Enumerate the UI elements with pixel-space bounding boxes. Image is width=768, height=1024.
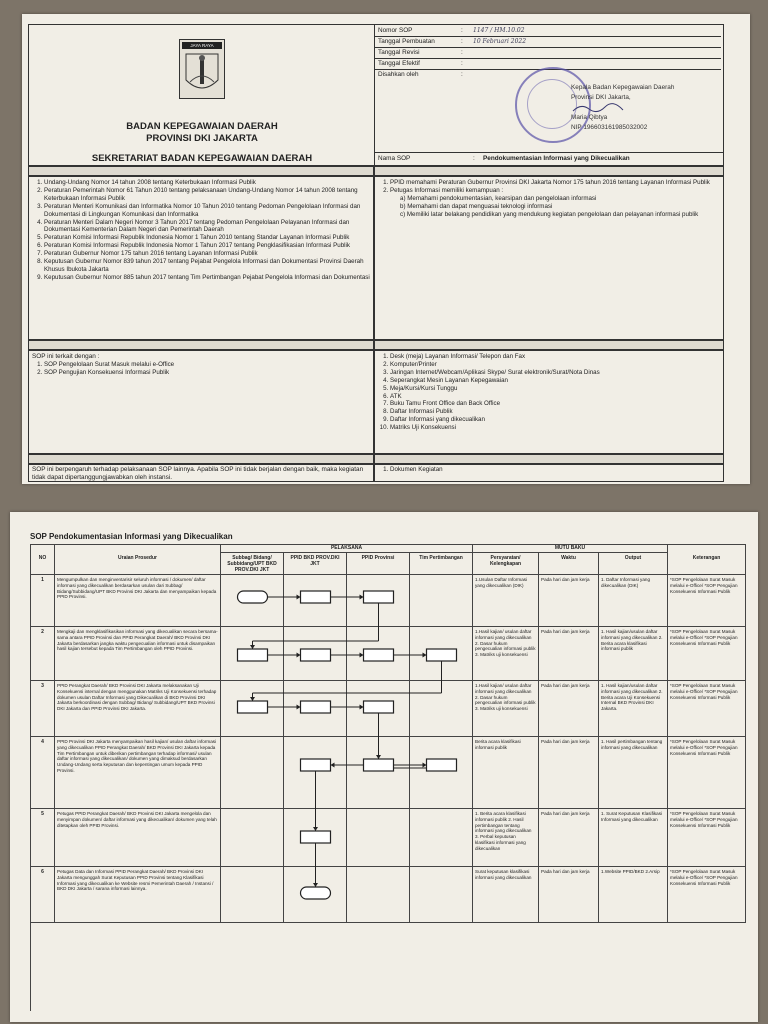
header-actor: PPID BKD PROV.DKI JKT <box>284 553 347 575</box>
kualifikasi-subitem: b) Memahami dan dapat menguasai teknologi informasi <box>400 202 553 210</box>
flow-process-box <box>427 649 457 661</box>
kualifikasi-subitems <box>390 195 720 219</box>
row-output: 1. Hasil pertimbangan tentang informasi yang dikecualikan <box>599 737 668 809</box>
row-persyaratan: 1.Hasil kajian/ usulan daftar informasi yang dikecualikan 2. Dasar hukum pengecualian informasi publik 3. Matriks uji konsekuensi <box>473 627 539 681</box>
row-keterangan: *SOP Pengelolaan Surat Masuk melalui e-Office/ *SOP Pengujian Konsekuensi Informasi Publik <box>668 867 746 923</box>
keterkaitan-items <box>32 361 370 377</box>
peralatan-header <box>374 340 724 350</box>
flow-arrowhead <box>360 653 364 658</box>
flow-arrowhead <box>297 653 301 658</box>
row-number: 4 <box>31 737 55 809</box>
peringatan-body <box>28 464 374 482</box>
meta-colon: : <box>461 38 463 45</box>
kualifikasi-header <box>374 166 724 176</box>
flow-arrowhead <box>297 595 301 600</box>
keterkaitan-intro: SOP ini terkait dengan : <box>32 353 100 360</box>
peralatan-body <box>374 350 724 454</box>
signer-region: Provinsi DKI Jakarta, <box>571 94 631 101</box>
header-actor: Subbag/ Bidang/ Subbidang/UPT BKD PROV.DKI JKT <box>221 553 284 575</box>
flow-process-box <box>301 591 331 603</box>
kualifikasi-item <box>390 187 720 219</box>
signature <box>571 103 674 113</box>
logo-banner: JAYA RAYA <box>182 42 222 49</box>
meta-colon: : <box>461 60 463 67</box>
flow-end-oval <box>301 887 331 899</box>
row-persyaratan: 1. Berita acara klasifikasi informasi publik 2. Hasil pertimbangan tentang informasi yang dikecualikan 3. Perbal keputusan klasifikasi informasi yang dikecualikan <box>473 809 539 867</box>
peralatan-item: 9. Daftar Informasi yang dikecualikan <box>390 416 720 424</box>
signer-block <box>571 83 674 133</box>
header-pelaksana: PELAKSANA <box>221 545 473 553</box>
row-output: 1. Hasil kajian/usulan daftar informasi yang dikecualikan 2. Berita acara klasifikasi informasi publik <box>599 627 668 681</box>
sop-flowchart-page <box>10 512 758 1022</box>
header-mutu-col: Output <box>599 553 668 575</box>
keterkaitan-item: 2. SOP Pengujian Konsekuensi Informasi Publik <box>44 369 370 377</box>
meta-colon: : <box>461 71 463 78</box>
row-number: 6 <box>31 867 55 923</box>
dasar-hukum-item: 5. Peraturan Komisi Informasi Republik Indonesia Nomor 1 Tahun 2010 tentang Standar Layanan Informasi Publik <box>44 234 370 242</box>
signer-nip: NIP 196603161985032002 <box>571 124 648 131</box>
row-persyaratan: 1.Hasil kajian/ usulan daftar informasi yang dikecualikan 2. Dasar hukum pengecualian informasi publik 3. Matriks uji konsekuensi <box>473 681 539 737</box>
flow-arrowhead <box>331 763 335 768</box>
row-uraian: Petugas Data dan Informasi PPID Perangkat Daerah/ BKD Provinsi DKI Jakarta mengunggah Surat Keputusan PPID Provinsi tentang Klasifikasi Informasi yang dikecualikan ke Website resmi Pemerintah Daerah / Instansi / BKD DKI Jakarta / sarana informasi lainnya. <box>55 867 221 923</box>
nama-sop-row <box>374 152 724 166</box>
row-uraian: PPID Perangkat Daerah/ BKD Provinsi DKI Jakarta melaksanakan Uji Konsekuensi internal dengan menggunakan Matriks Uji Konsekuensi terhadap dokumen usulan Daftar Informasi yang Dikecualikan di BKD Provinsi DKI Jakarta berkoordinasi dengan Subbag/ Bidang/ Subbidang/UPT BKD Provinsi DKI Jakarta dan PPID Provinsi DKI Jakarta. <box>55 681 221 737</box>
row-waktu: Pada hari dan jam kerja <box>539 681 599 737</box>
nama-sop-colon: : <box>473 155 475 162</box>
dasar-hukum-item: 1. Undang-Undang Nomor 14 tahun 2008 tentang Keterbukaan Informasi Publik <box>44 179 370 187</box>
dasar-hukum-item: 8. Keputusan Gubernur Nomor 839 tahun 2017 tentang Pejabat Pengelola Informasi dan Dokumentasi Provinsi Daerah Khusus Ibukota Jakarta <box>44 258 370 274</box>
signer-name: Maria Qibtya <box>571 114 608 121</box>
row-uraian: Mengkaji dan mengklasifikasikan informasi yang dikecualikan secara bersama-sama antara PPID Provinsi dan PPID Perangkat Daerah/ BKD Provinsi DKI Jakarta berdasarkan jangka waktu pengecualian informasi untuk disampaikan hasil kajian tersebut kepada Tim Pertimbangan oleh PPID Provinsi. <box>55 627 221 681</box>
peralatan-item: 1. Desk (meja) Layanan Informasi/ Telepon dan Fax <box>390 353 720 361</box>
pencatatan-body <box>374 464 724 482</box>
row-output: 1. Surat Keputusan Klasifikasi Informasi yang dikecualikan <box>599 809 668 867</box>
row-keterangan: *SOP Pengelolaan Surat Masuk melalui e-Office/ *SOP Pengujian Konsekuensi Informasi Publik <box>668 737 746 809</box>
flowchart-table <box>30 544 746 1011</box>
flow-process-box <box>364 591 394 603</box>
kualifikasi-subitem: c) Memiliki latar belakang pendidikan yang mendukung kegiatan pengelolaan dan pelayanan informasi publik <box>400 210 699 218</box>
row-output: 1.Website PPID/BKD 2.Arsip <box>599 867 668 923</box>
monas-icon <box>180 50 224 98</box>
flowchart-diagram <box>31 545 746 1011</box>
row-keterangan: *SOP Pengelolaan Surat Masuk melalui e-Office/ *SOP Pengujian Konsekuensi Informasi Publik <box>668 575 746 627</box>
flow-process-box <box>301 759 331 771</box>
flow-arrowhead <box>423 653 427 658</box>
flow-process-box <box>301 701 331 713</box>
kualifikasi-item-text: Petugas Informasi memiliki kemampuan : <box>390 186 504 194</box>
header-mutu-baku: MUTU BAKU <box>473 545 668 553</box>
meta-label: Tanggal Pembuatan <box>378 38 435 45</box>
dasar-hukum-items <box>32 179 370 282</box>
jakarta-logo <box>179 39 225 99</box>
row-waktu: Pada hari dan jam kerja <box>539 809 599 867</box>
meta-colon: : <box>461 27 463 34</box>
meta-label: Tanggal Efektif <box>378 60 420 67</box>
flow-process-box <box>364 649 394 661</box>
kualifikasi-subitem: a) Memahami pendokumentasian, kearsipan dan pengelolaan informasi <box>400 194 597 202</box>
keterkaitan-item: 1. SOP Pengelolaan Surat Masuk melalui e-Office <box>44 361 370 369</box>
keterkaitan-header <box>28 340 374 350</box>
row-uraian: Petugas PPID Perangkat Daerah/ BKD Provinsi DKI Jakarta mengelola dan menyimpan dokumen/ daftar informasi yang dikecualikan/ dokumen yang telah ditetapkan oleh PPID Provinsi. <box>55 809 221 867</box>
flow-arrowhead <box>360 595 364 600</box>
dasar-hukum-item: 3. Peraturan Menteri Komunikasi dan Informatika Nomor 10 Tahun 2010 tentang Pedoman Pengelolaan Informasi dan Dokumentasi di Lingkungan Komunikasi dan Informatika <box>44 203 370 219</box>
flow-process-box <box>301 831 331 843</box>
row-persyaratan: Berita acara klasifikasi informasi publik <box>473 737 539 809</box>
peralatan-item: 8. Daftar Informasi Publik <box>390 408 720 416</box>
dasar-hukum-list <box>28 176 374 340</box>
row-waktu: Pada hari dan jam kerja <box>539 575 599 627</box>
dasar-hukum-header <box>28 166 374 176</box>
row-persyaratan: 1.Usulan Daftar Informasi yang dikecualikan (DIK) <box>473 575 539 627</box>
header-uraian: Uraian Prosedur <box>55 545 221 575</box>
flow-arrowhead <box>423 763 427 768</box>
row-keterangan: *SOP Pengelolaan Surat Masuk melalui e-Office/ *SOP Pengujian Konsekuensi Informasi Publik <box>668 809 746 867</box>
pencatatan-item: 1. Dokumen Kegiatan <box>390 466 720 474</box>
row-waktu: Pada hari dan jam kerja <box>539 627 599 681</box>
peringatan-header <box>28 454 374 464</box>
peralatan-item: 3. Jaringan Internet/Webcam/Aplikasi Skype/ Surat elektronik/Surat/Nota Dinas <box>390 369 720 377</box>
header-actor: PPID Provinsi <box>347 553 410 575</box>
row-number: 5 <box>31 809 55 867</box>
meta-label: Nomor SOP <box>378 27 413 34</box>
org-line2: PROVINSI DKI JAKARTA <box>146 133 258 144</box>
kualifikasi-body <box>374 176 724 340</box>
flow-start-oval <box>238 591 268 603</box>
header-actor: Tim Pertimbangan <box>410 553 473 575</box>
peralatan-item: 2. Komputer/Printer <box>390 361 720 369</box>
header-no: NO <box>31 545 55 575</box>
row-waktu: Pada hari dan jam kerja <box>539 867 599 923</box>
peralatan-item: 6. ATK <box>390 393 720 401</box>
kualifikasi-item: 1. PPID memahami Peraturan Gubernur Provinsi DKI Jakarta Nomor 175 tahun 2016 tentang Layanan Informasi Publik <box>390 179 720 187</box>
meta-label: Tanggal Revisi <box>378 49 420 56</box>
kualifikasi-items <box>378 179 720 219</box>
dasar-hukum-item: 7. Peraturan Gubernur Nomor 175 tahun 2016 tentang Layanan Informasi Publik <box>44 250 370 258</box>
row-number: 2 <box>31 627 55 681</box>
dasar-hukum-item: 4. Peraturan Menteri Dalam Negeri Nomor 3 Tahun 2017 tentang Pedoman Pengelolaan Pelayanan Informasi dan Dokumentasi Kementerian Dalam Negeri dan Pemerintah Daerah <box>44 219 370 235</box>
dasar-hukum-item: 6. Peraturan Komisi Informasi Republik Indonesia Nomor 1 Tahun 2017 tentang Pengklasifikasian Informasi Publik <box>44 242 370 250</box>
org-header <box>28 24 374 166</box>
row-uraian: Mengumpulkan dan menginventarisir seluruh informasi / dokumen/ daftar informasi yang dikecualikan berdasarkan usulan dari Subbag/ Bidang/Subbidang/UPT BKD Provinsi DKI Jakarta dan menyampaikan kepada PPID Provinsi. <box>55 575 221 627</box>
pencatatan-header <box>374 454 724 464</box>
row-keterangan: *SOP Pengelolaan Surat Masuk melalui e-Office/ *SOP Pengujian Konsekuensi Informasi Publik <box>668 681 746 737</box>
org-unit: SEKRETARIAT BADAN KEPEGAWAIAN DAERAH <box>91 153 313 164</box>
nama-sop-value: Pendokumentasian Informasi yang Dikecualikan <box>483 155 630 162</box>
dasar-hukum-item: 2. Peraturan Pemerintah Nomor 61 Tahun 2010 tentang pelaksanaan Undang-Undang Nomor 14 tahun 2008 tentang Keterbukaan Informasi Publik <box>44 187 370 203</box>
row-output: 1. Daftar Informasi yang dikecualikan (DIK) <box>599 575 668 627</box>
signer-title: Kepala Badan Kepegawaian Daerah <box>571 84 675 91</box>
row-number: 3 <box>31 681 55 737</box>
flow-arrowhead <box>297 705 301 710</box>
dasar-hukum-item: 9. Keputusan Gubernur Nomor 885 tahun 2017 tentang Tim Pertimbangan Pejabat Pengelola Informasi dan Dokumentasi <box>44 274 370 282</box>
meta-colon: : <box>461 49 463 56</box>
meta-handwritten-value: 1147 / HM.10.02 <box>473 27 525 34</box>
peralatan-item: 7. Buku Tamu Front Office dan Back Office <box>390 400 720 408</box>
peringatan-text: SOP ini berpengaruh terhadap pelaksanaan SOP lainnya. Apabila SOP ini tidak berjalan dengan baik, maka kegiatan tidak dapat dipertanggungjawabkan oleh instansi. <box>32 466 364 481</box>
sop-cover-page <box>22 14 750 484</box>
peralatan-item: 4. Seperangkat Mesin Layanan Kepegawaian <box>390 377 720 385</box>
flowchart-title: SOP Pendokumentasian Informasi yang Dikecualikan <box>30 532 233 541</box>
header-mutu-col: Persyaratan/ Kelengkapan <box>473 553 539 575</box>
peralatan-item: 10. Matriks Uji Konsekuensi <box>390 424 720 432</box>
keterkaitan-body <box>28 350 374 454</box>
flow-process-box <box>364 701 394 713</box>
flow-process-box <box>301 649 331 661</box>
flow-process-box <box>364 759 394 771</box>
org-line1: BADAN KEPEGAWAIAN DAERAH <box>126 121 278 132</box>
peralatan-items <box>378 353 720 432</box>
peralatan-item: 5. Meja/Kursi/Kursi Tunggu <box>390 385 720 393</box>
meta-handwritten-value: 10 Februari 2022 <box>473 38 527 45</box>
row-output: 1. Hasil kajian/usulan daftar informasi yang dikecualikan 2. Berita acara Uji Konsekuensi Internal BKD Provinsi DKI Jakarta. <box>599 681 668 737</box>
flow-process-box <box>427 759 457 771</box>
flow-process-box <box>238 701 268 713</box>
row-persyaratan: Surat keputusan klasifikasi informasi yang dikecualikan <box>473 867 539 923</box>
header-mutu-col: Waktu <box>539 553 599 575</box>
flow-process-box <box>238 649 268 661</box>
meta-label: Disahkan oleh <box>378 71 419 78</box>
flow-arrowhead <box>360 705 364 710</box>
row-uraian: PPID Provinsi DKI Jakarta menyampaikan hasil kajian/ usulan daftar informasi yang dikecualikan PPID Perangkat Daerah/ BKD Provinsi DKI Jakarta kepada Tim Pertimbangan untuk diberikan pertimbangan terhadap informasi/ usulan daftar informasi yang dikecualikan/ dokumen yang dimaksud berdasarkan Undang-Undang serta keputusan dan kepentingan umum kepada PPID Provinsi. <box>55 737 221 809</box>
row-keterangan: *SOP Pengelolaan Surat Masuk melalui e-Office/ *SOP Pengujian Konsekuensi Informasi Publik <box>668 627 746 681</box>
header-keterangan: Keterangan <box>668 545 746 575</box>
nama-sop-label: Nama SOP <box>378 155 411 162</box>
pencatatan-items <box>378 466 720 474</box>
sop-meta-block <box>374 24 724 152</box>
row-waktu: Pada hari dan jam kerja <box>539 737 599 809</box>
row-number: 1 <box>31 575 55 627</box>
